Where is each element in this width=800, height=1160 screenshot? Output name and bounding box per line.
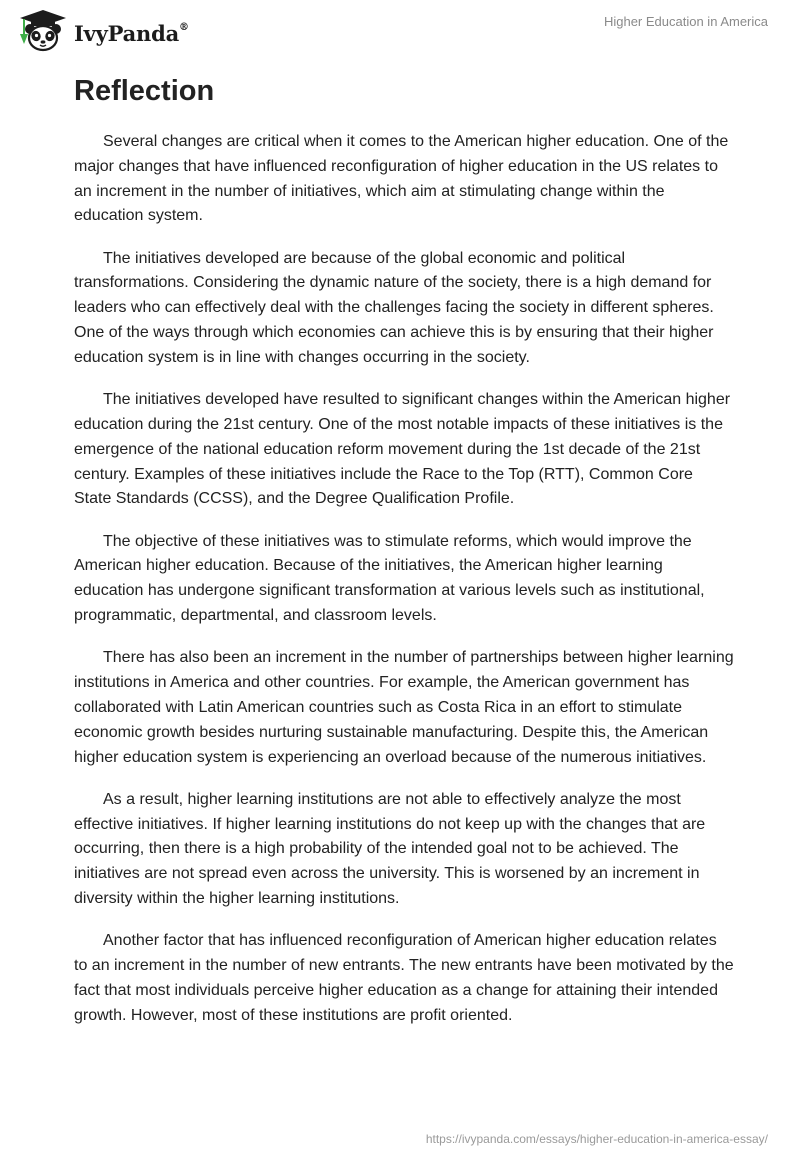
- panda-graduation-cap-icon: [16, 8, 70, 52]
- ivypanda-logo[interactable]: [16, 8, 189, 52]
- paragraph: The objective of these initiatives was to stimulate reforms, which would improve the American higher education. Because of the initiatives, the American higher learning education has undergone significant transformation at various levels such as institutional, programmatic, departmental, and classroom levels.: [74, 532, 705, 625]
- paragraph: There has also been an increment in the number of partnerships between higher learning institutions in America and other countries. For example, the American government has collaborated with Latin American countries such as Costa Rica in an effort to stimulate economic growth besides nurturing sustainable manufacturing. Despite this, the American higher education system is experiencing an overload because of the numerous initiatives.: [74, 649, 734, 766]
- paragraph: The initiatives developed are because of the global economic and political transformations. Considering the dynamic nature of the society, there is a high demand for leaders who can effectively deal with the challenges facing the society in different spheres. One of the ways through which economies can achieve this is by ensuring that their higher education system is in line with changes occurring in the society.: [74, 249, 714, 366]
- paragraph: As a result, higher learning institutions are not able to effectively analyze the most effective initiatives. If higher learning institutions do not keep up with the changes that are occurring, then there is a high probability of the intended goal not to be achieved. The initiatives are not spread even across the university. This is worsened by an increment in diversity within the higher learning institutions.: [74, 790, 706, 908]
- page-header: [0, 0, 800, 60]
- article-body: [74, 72, 734, 1046]
- section-heading: Reflection: [74, 75, 215, 107]
- document-title: Higher Education in America: [603, 14, 768, 29]
- paragraph: Another factor that has influenced reconfiguration of American higher education relates to an increment in the number of new entrants. The new entrants have been motivated by the fact that most individuals perceive higher education as a change for attaining their intended growth. However, most of these institutions are profit oriented.: [74, 932, 734, 1024]
- brand-name: IvyPanda®: [74, 20, 189, 46]
- source-url[interactable]: https://ivypanda.com/essays/higher-education-in-america-essay/: [425, 1132, 768, 1146]
- paragraph: The initiatives developed have resulted to significant changes within the American higher education during the 21st century. One of the most notable impacts of these initiatives is the emergence of the national education reform movement during the 1st decade of the 21st century. Examples of these initiatives include the Race to the Top (RTT), Common Core State Standards (CCSS), and the Degree Qualification Profile.: [74, 391, 731, 508]
- paragraph: Several changes are critical when it comes to the American higher education. One of the major changes that have influenced reconfiguration of higher education in the US relates to an increment in the number of initiatives, which aim at stimulating change within the education system.: [74, 133, 729, 225]
